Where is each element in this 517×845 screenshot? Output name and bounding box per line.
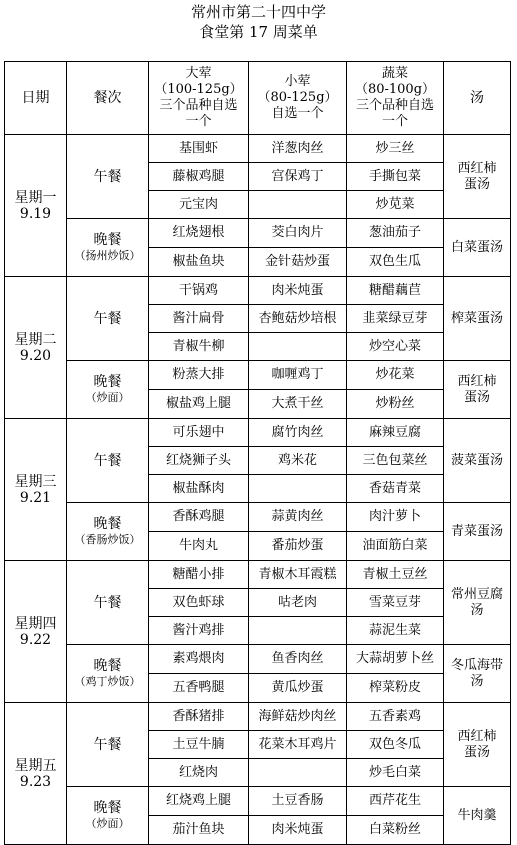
veg-dish: 三色包菜丝	[347, 447, 444, 475]
soup-line: 冬瓜海带	[450, 657, 503, 673]
small-meat-dish: 杏鲍菇炒培根	[249, 305, 347, 333]
soup-cell	[444, 361, 511, 419]
meal-label-dinner	[67, 219, 149, 277]
small-meat-dish: 海鲜菇炒肉丝	[249, 703, 347, 731]
soup-line: 菠菜蛋汤	[450, 452, 503, 468]
small-meat-dish: 番茄炒蛋	[249, 532, 347, 561]
small-meat-dish: 茭白肉片	[249, 219, 347, 248]
table-row	[5, 219, 511, 248]
soup-line: 西红柿	[457, 728, 497, 744]
header-veg-line: 一个	[381, 114, 408, 129]
meal-label-lunch: 午餐	[67, 419, 149, 503]
day-date: 9.21	[19, 489, 52, 506]
veg-dish: 手撕包菜	[347, 163, 444, 191]
day-cell	[5, 703, 67, 845]
header-meal: 餐次	[67, 62, 149, 135]
veg-dish: 炒空心菜	[347, 333, 444, 361]
big-meat-dish: 红烧鸡上腿	[149, 787, 249, 816]
day-name: 星期二	[14, 331, 57, 348]
small-meat-dish: 鸡米花	[249, 447, 347, 475]
header-veg	[347, 62, 444, 135]
big-meat-dish: 椒盐鱼块	[149, 248, 249, 277]
meal-label-lunch: 午餐	[67, 561, 149, 645]
big-meat-dish: 藤椒鸡腿	[149, 163, 249, 191]
veg-dish: 韭菜绿豆芽	[347, 305, 444, 333]
dinner-label: 晚餐	[93, 231, 122, 248]
soup-cell	[444, 277, 511, 361]
big-meat-dish: 基围虾	[149, 135, 249, 163]
day-cell	[5, 277, 67, 419]
meal-label-dinner	[67, 645, 149, 703]
dinner-note: （炒面）	[85, 816, 130, 830]
small-meat-dish: 咖喱鸡丁	[249, 361, 347, 390]
veg-dish: 双色冬瓜	[347, 731, 444, 759]
small-meat-dish: 花菜木耳鸡片	[249, 731, 347, 759]
header-veg-line: 蔬菜	[381, 66, 408, 81]
big-meat-dish: 香酥鸡腿	[149, 503, 249, 532]
veg-dish: 五香素鸡	[347, 703, 444, 731]
small-meat-dish: 肉米炖蛋	[249, 277, 347, 305]
veg-dish: 雪菜豆芽	[347, 589, 444, 617]
big-meat-dish: 粉蒸大排	[149, 361, 249, 390]
small-meat-dish: 黄瓜炒蛋	[249, 674, 347, 703]
soup-line: 白菜蛋汤	[450, 239, 503, 255]
dinner-label: 晚餐	[93, 373, 122, 390]
header-small-meat-line: （80-125g）	[257, 90, 338, 105]
big-meat-dish: 茄汁鱼块	[149, 816, 249, 845]
meal-label-lunch: 午餐	[67, 277, 149, 361]
big-meat-dish: 红烧狮子头	[149, 447, 249, 475]
small-meat-dish: 蒜黄肉丝	[249, 503, 347, 532]
small-meat-dish	[249, 333, 347, 361]
header-row	[5, 62, 511, 135]
dinner-note: （炒面）	[85, 390, 130, 404]
day-name: 星期四	[14, 615, 57, 632]
soup-line: 西红柿	[457, 373, 497, 389]
veg-dish: 炒苋菜	[347, 191, 444, 219]
header-big-meat	[149, 62, 249, 135]
veg-dish: 炒毛白菜	[347, 759, 444, 787]
veg-dish: 榨菜粉皮	[347, 674, 444, 703]
soup-cell	[444, 787, 511, 845]
soup-line: 蛋汤	[463, 176, 490, 192]
soup-line: 青菜蛋汤	[450, 523, 503, 539]
veg-dish: 西芹花生	[347, 787, 444, 816]
soup-cell	[444, 645, 511, 703]
big-meat-dish: 素鸡煨肉	[149, 645, 249, 674]
small-meat-dish: 洋葱肉丝	[249, 135, 347, 163]
table-row	[5, 787, 511, 816]
header-big-meat-line: 大荤	[185, 66, 212, 81]
day-name: 星期三	[14, 473, 57, 490]
veg-dish: 炒三丝	[347, 135, 444, 163]
soup-cell	[444, 419, 511, 503]
big-meat-dish: 椒盐鸡上腿	[149, 390, 249, 419]
big-meat-dish: 土豆牛腩	[149, 731, 249, 759]
big-meat-dish: 青椒牛柳	[149, 333, 249, 361]
big-meat-dish: 酱汁扁骨	[149, 305, 249, 333]
header-soup: 汤	[444, 62, 511, 135]
small-meat-dish: 青椒木耳霞糕	[249, 561, 347, 589]
day-cell	[5, 561, 67, 703]
veg-dish: 白菜粉丝	[347, 816, 444, 845]
dinner-note: （鸡丁炒饭）	[74, 674, 141, 688]
small-meat-dish: 咕老肉	[249, 589, 347, 617]
table-row	[5, 277, 511, 305]
small-meat-dish	[249, 617, 347, 645]
veg-dish: 大蒜胡萝卜丝	[347, 645, 444, 674]
veg-dish: 麻辣豆腐	[347, 419, 444, 447]
soup-line: 榨菜蛋汤	[450, 310, 503, 326]
day-date: 9.22	[19, 631, 52, 648]
page-subtitle: 食堂第 17 周菜单	[199, 23, 318, 41]
soup-cell	[444, 135, 511, 219]
small-meat-dish	[249, 475, 347, 503]
big-meat-dish: 可乐翅中	[149, 419, 249, 447]
big-meat-dish: 五香鸭腿	[149, 674, 249, 703]
meal-label-lunch: 午餐	[67, 703, 149, 787]
table-row	[5, 645, 511, 674]
header-veg-line: 三个品种自选	[355, 98, 434, 113]
day-date: 9.23	[19, 773, 52, 790]
table-row	[5, 503, 511, 532]
small-meat-dish: 腐竹肉丝	[249, 419, 347, 447]
day-name: 星期五	[14, 757, 57, 774]
soup-line: 牛肉羹	[457, 807, 497, 823]
soup-cell	[444, 561, 511, 645]
small-meat-dish: 肉米炖蛋	[249, 816, 347, 845]
small-meat-dish: 土豆香肠	[249, 787, 347, 816]
menu-table	[4, 61, 511, 845]
table-row	[5, 703, 511, 731]
big-meat-dish: 双色虾球	[149, 589, 249, 617]
day-date: 9.20	[19, 347, 52, 364]
veg-dish: 肉汁萝卜	[347, 503, 444, 532]
soup-line: 西红柿	[457, 160, 497, 176]
meal-label-dinner	[67, 787, 149, 845]
soup-line: 蛋汤	[463, 389, 490, 405]
small-meat-dish: 鱼香肉丝	[249, 645, 347, 674]
soup-cell	[444, 703, 511, 787]
soup-line: 汤	[470, 673, 484, 689]
table-row	[5, 135, 511, 163]
dinner-label: 晚餐	[93, 657, 122, 674]
big-meat-dish: 干锅鸡	[149, 277, 249, 305]
big-meat-dish: 红烧肉	[149, 759, 249, 787]
header-big-meat-line: 三个品种自选	[159, 98, 238, 113]
soup-line: 汤	[470, 602, 484, 618]
big-meat-dish: 糖醋小排	[149, 561, 249, 589]
header-small-meat-line: 小荤	[284, 74, 311, 89]
day-date: 9.19	[19, 205, 52, 222]
meal-label-dinner	[67, 503, 149, 561]
meal-label-dinner	[67, 361, 149, 419]
small-meat-dish: 金针菇炒蛋	[249, 248, 347, 277]
veg-dish: 葱油茄子	[347, 219, 444, 248]
day-cell	[5, 135, 67, 277]
day-name: 星期一	[14, 189, 57, 206]
header-small-meat	[249, 62, 347, 135]
header-big-meat-line: （100-125g）	[154, 82, 243, 97]
header-date: 日期	[5, 62, 67, 135]
veg-dish: 炒粉丝	[347, 390, 444, 419]
big-meat-dish: 椒盐酥肉	[149, 475, 249, 503]
veg-dish: 香菇青菜	[347, 475, 444, 503]
table-row	[5, 419, 511, 447]
dinner-label: 晚餐	[93, 799, 122, 816]
meal-label-lunch: 午餐	[67, 135, 149, 219]
big-meat-dish: 元宝肉	[149, 191, 249, 219]
dinner-note: （香肠炒饭）	[74, 532, 141, 546]
header-small-meat-line: 自选一个	[271, 106, 324, 121]
soup-line: 蛋汤	[463, 744, 490, 760]
dinner-label: 晚餐	[93, 515, 122, 532]
veg-dish: 糖醋藕苣	[347, 277, 444, 305]
header-veg-line: （80-100g）	[354, 82, 436, 97]
big-meat-dish: 香酥猪排	[149, 703, 249, 731]
big-meat-dish: 酱汁鸡排	[149, 617, 249, 645]
soup-cell	[444, 503, 511, 561]
veg-dish: 蒜泥生菜	[347, 617, 444, 645]
day-cell	[5, 419, 67, 561]
big-meat-dish: 红烧翅根	[149, 219, 249, 248]
small-meat-dish	[249, 191, 347, 219]
veg-dish: 炒花菜	[347, 361, 444, 390]
small-meat-dish: 宫保鸡丁	[249, 163, 347, 191]
soup-line: 常州豆腐	[450, 586, 503, 602]
dinner-note: （扬州炒饭）	[74, 248, 141, 262]
veg-dish: 双色生瓜	[347, 248, 444, 277]
header-big-meat-line: 一个	[185, 114, 212, 129]
small-meat-dish	[249, 759, 347, 787]
table-row	[5, 361, 511, 390]
veg-dish: 青椒土豆丝	[347, 561, 444, 589]
page-title: 常州市第二十四中学	[190, 3, 326, 21]
veg-dish: 油面筋白菜	[347, 532, 444, 561]
table-row	[5, 561, 511, 589]
soup-cell	[444, 219, 511, 277]
small-meat-dish: 大煮干丝	[249, 390, 347, 419]
big-meat-dish: 牛肉丸	[149, 532, 249, 561]
